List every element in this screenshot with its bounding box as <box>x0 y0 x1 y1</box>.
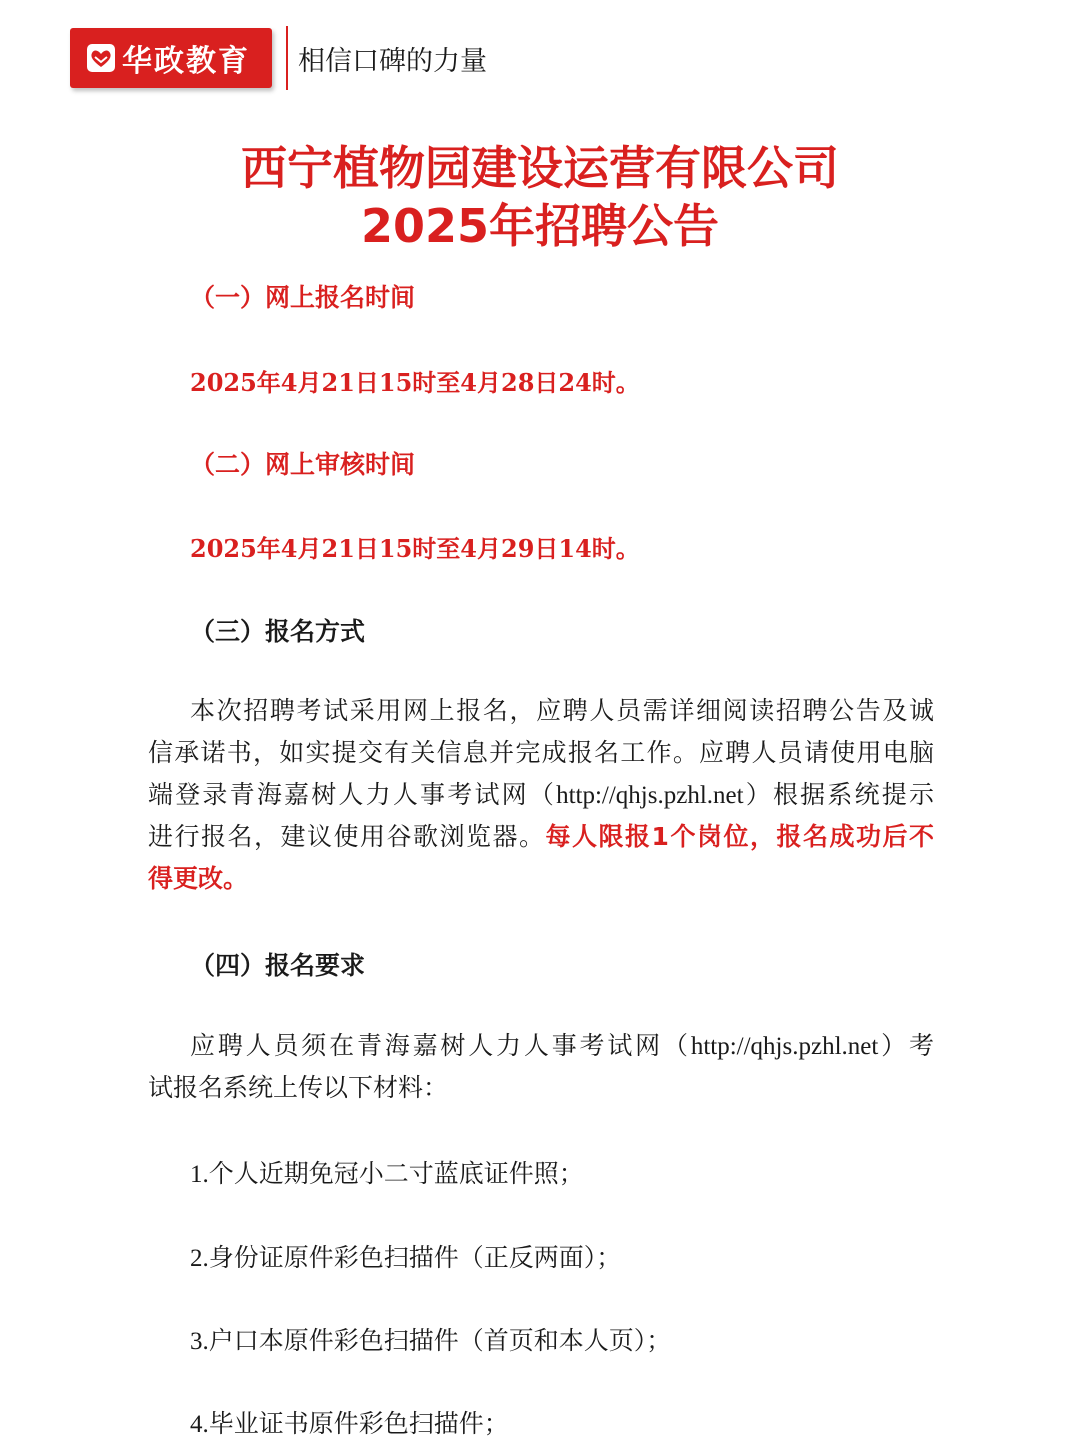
highlight-text: 得更改。 <box>148 864 249 893</box>
section-2-date: 2025年4月21日15时至4月29日14时。 <box>190 534 640 563</box>
list-item: 1.个人近期免冠小二寸蓝底证件照； <box>190 1159 584 1188</box>
header-divider <box>286 26 288 90</box>
paragraph-text: ）根据系统提示 <box>743 780 934 809</box>
brand-logo <box>70 28 272 88</box>
paragraph-text: ）考 <box>878 1031 934 1060</box>
section-2-heading: （二）网上审核时间 <box>190 450 416 479</box>
highlight-text: 每人限报1个岗位，报名成功后不 <box>545 822 934 851</box>
section-1-date: 2025年4月21日15时至4月28日24时。 <box>190 368 640 397</box>
section-3-heading: （三）报名方式 <box>190 617 366 646</box>
exam-website-link[interactable]: http://qhjs.pzhl.net <box>556 782 744 809</box>
paragraph-text: 进行报名，建议使用谷歌浏览器。 <box>148 822 546 851</box>
paragraph-line: 试报名系统上传以下材料： <box>148 1073 449 1102</box>
list-item: 2.身份证原件彩色扫描件（正反两面）； <box>190 1243 622 1272</box>
section-4-heading: （四）报名要求 <box>190 951 366 980</box>
section-3-paragraph <box>148 690 934 900</box>
paragraph-line <box>148 774 934 816</box>
paragraph-line: 本次招聘考试采用网上报名，应聘人员需详细阅读招聘公告及诚 <box>190 696 934 725</box>
brand-logo-text: 华政教育 <box>122 44 250 79</box>
section-4-paragraph <box>148 1025 934 1109</box>
paragraph-line <box>148 858 934 900</box>
paragraph-text: 应聘人员须在青海嘉树人力人事考试网（ <box>190 1031 691 1060</box>
heart-hands-icon <box>86 43 116 73</box>
list-item: 3.户口本原件彩色扫描件（首页和本人页）； <box>190 1326 672 1355</box>
list-item: 4.毕业证书原件彩色扫描件； <box>190 1409 509 1438</box>
brand-header <box>70 26 487 90</box>
exam-website-link[interactable]: http://qhjs.pzhl.net <box>690 1033 879 1060</box>
paragraph-text: 端登录青海嘉树人力人事考试网（ <box>148 780 557 809</box>
brand-slogan: 相信口碑的力量 <box>298 45 487 77</box>
section-1-heading: （一）网上报名时间 <box>190 283 416 312</box>
page-title-line-1: 西宁植物园建设运营有限公司 <box>241 141 839 195</box>
page-title-line-2: 2025年招聘公告 <box>360 199 720 253</box>
paragraph-line: 信承诺书，如实提交有关信息并完成报名工作。应聘人员请使用电脑 <box>148 738 934 767</box>
paragraph-line <box>148 816 934 858</box>
paragraph-line <box>148 1025 934 1067</box>
